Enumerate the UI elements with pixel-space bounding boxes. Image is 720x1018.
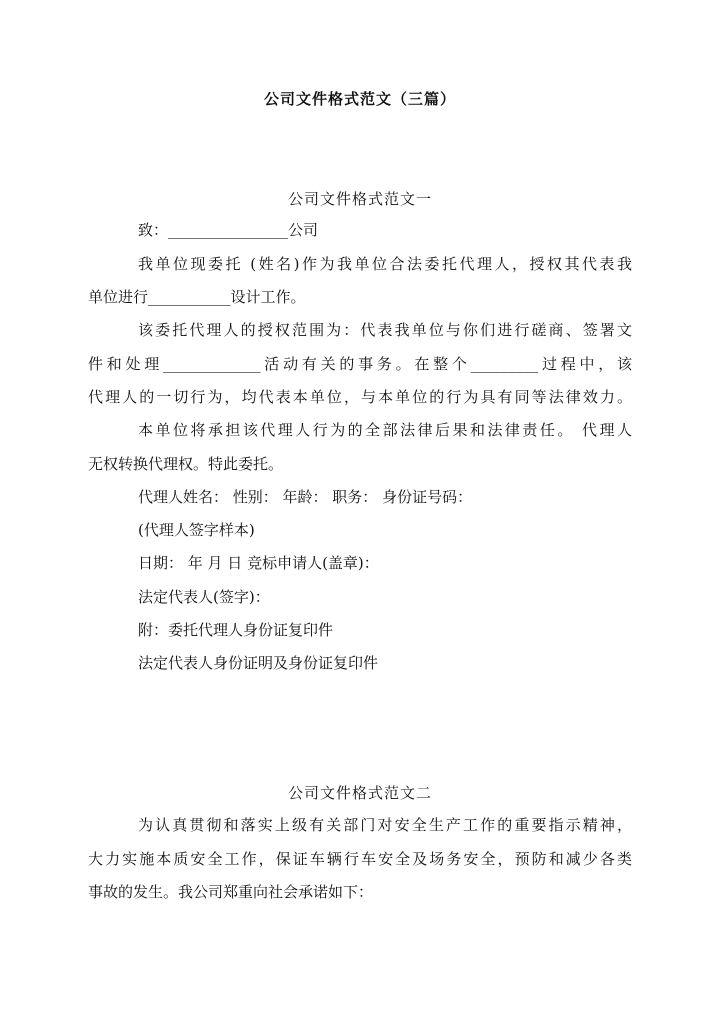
paragraph-line: 无权转换代理权。特此委托。 [88, 455, 284, 473]
paragraph-line: 代理人的一切行为，均代表本单位，与本单位的行为具有同等法律效力。 [88, 388, 632, 406]
paragraph-line: 事故的发生。我公司郑重向社会承诺如下： [88, 883, 374, 901]
date-line: 日期： 年 月 日 竞标申请人(盖章)： [138, 554, 379, 572]
paragraph-line: 单位进行___________设计工作。 [88, 288, 306, 306]
paragraph-line: 件和处理_____________活动有关的事务。在整个_________过程中，该 [88, 355, 632, 373]
paragraph-line: 我单位现委托 (姓名)作为我单位合法委托代理人，授权其代表我 [138, 255, 632, 273]
legal-rep-line: 法定代表人(签字)： [138, 588, 270, 606]
paragraph-line: 本单位将承担该代理人行为的全部法律后果和法律责任。 代理人 [138, 421, 632, 439]
addressee-line: 致：________________公司 [138, 221, 319, 239]
section-1-title: 公司文件格式范文一 [287, 190, 432, 208]
attachment-line: 附：委托代理人身份证复印件 [138, 621, 334, 639]
form-field-line: 代理人姓名： 性别： 年龄： 职务： 身份证号码： [138, 488, 473, 506]
paragraph-line: 该委托代理人的授权范围为：代表我单位与你们进行磋商、签署文 [138, 321, 632, 339]
paragraph-line: 为认真贯彻和落实上级有关部门对安全生产工作的重要指示精神， [138, 816, 632, 834]
document-title: 公司文件格式范文（三篇） [263, 90, 456, 108]
signature-sample-line: (代理人签字样本) [138, 521, 255, 539]
paragraph-line: 大力实施本质安全工作，保证车辆行车安全及场务安全，预防和减少各类 [88, 850, 632, 868]
attachment-line: 法定代表人身份证明及身份证复印件 [138, 654, 379, 672]
section-2-title: 公司文件格式范文二 [287, 784, 432, 802]
